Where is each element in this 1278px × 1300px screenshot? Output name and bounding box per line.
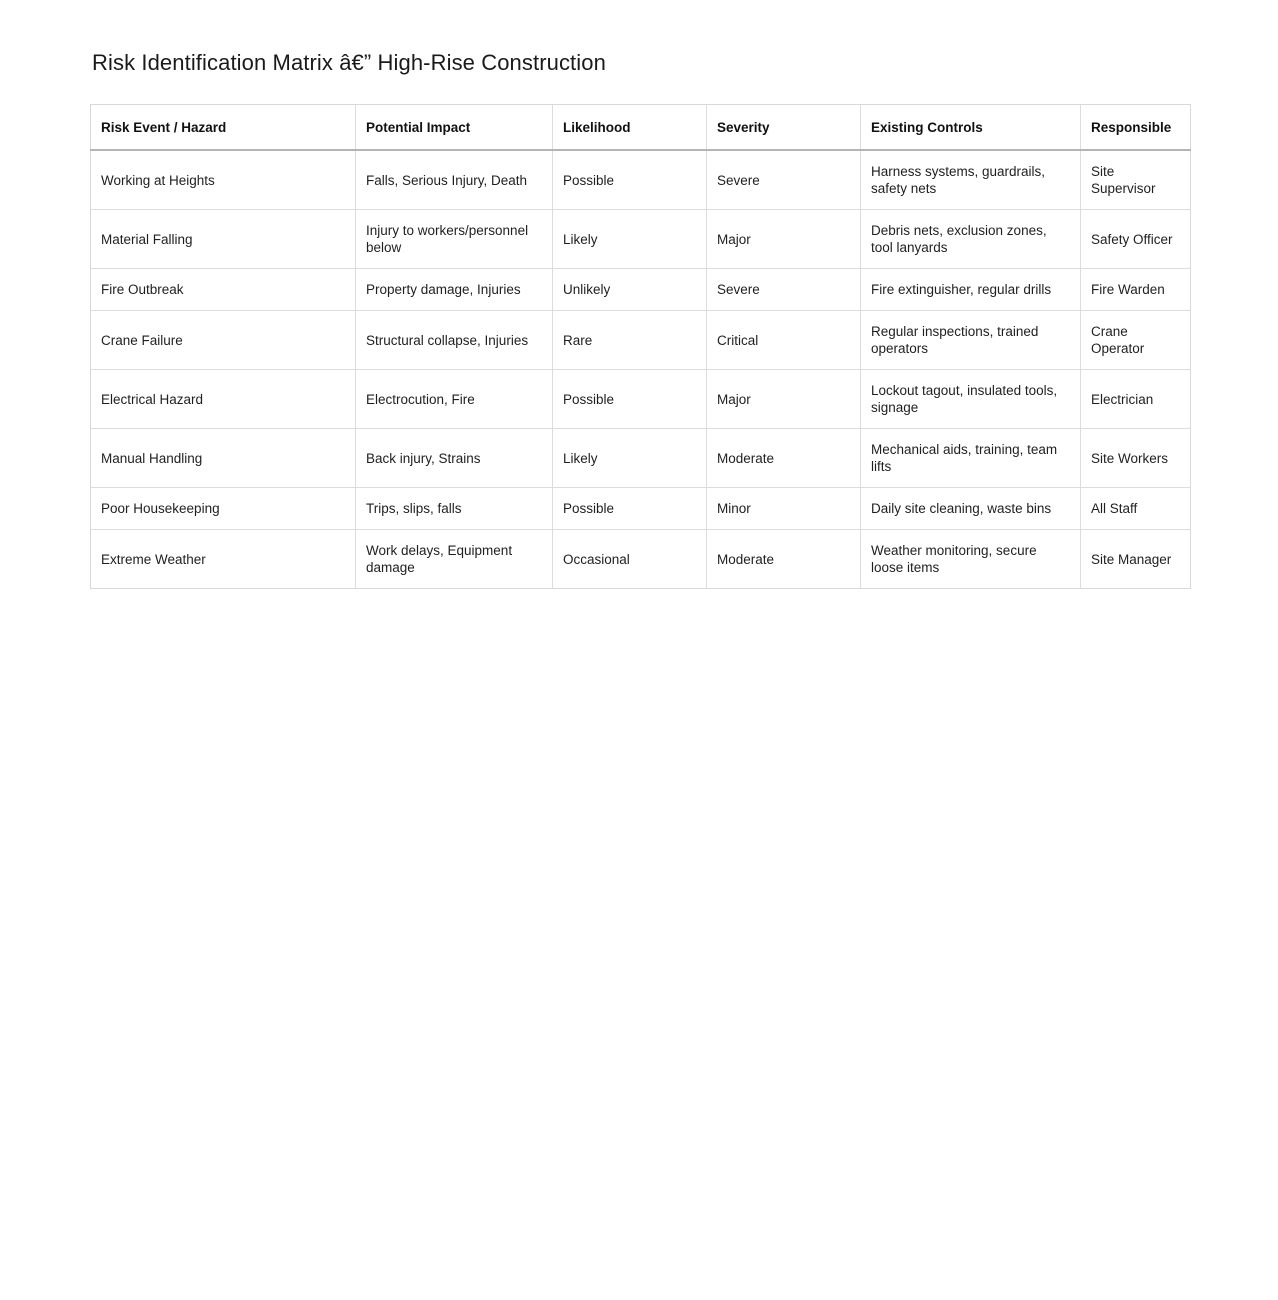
cell-severity: Severe (707, 269, 861, 311)
table-header-row (91, 105, 1191, 151)
table-row (91, 150, 1191, 210)
risk-identification-matrix-table (90, 104, 1191, 589)
cell-severity: Minor (707, 488, 861, 530)
cell-severity: Moderate (707, 530, 861, 589)
cell-severity: Moderate (707, 429, 861, 488)
column-header-risk-event: Risk Event / Hazard (91, 105, 356, 151)
table-row (91, 269, 1191, 311)
cell-severity: Severe (707, 150, 861, 210)
table-row (91, 488, 1191, 530)
cell-controls: Daily site cleaning, waste bins (861, 488, 1081, 530)
cell-impact: Back injury, Strains (356, 429, 553, 488)
cell-hazard: Crane Failure (91, 311, 356, 370)
cell-likelihood: Likely (553, 429, 707, 488)
table-row (91, 429, 1191, 488)
table-row (91, 311, 1191, 370)
cell-controls: Mechanical aids, training, team lifts (861, 429, 1081, 488)
cell-impact: Injury to workers/personnel below (356, 210, 553, 269)
cell-controls: Lockout tagout, insulated tools, signage (861, 370, 1081, 429)
cell-severity: Major (707, 370, 861, 429)
column-header-likelihood: Likelihood (553, 105, 707, 151)
cell-impact: Electrocution, Fire (356, 370, 553, 429)
column-header-potential-impact: Potential Impact (356, 105, 553, 151)
cell-impact: Property damage, Injuries (356, 269, 553, 311)
cell-severity: Critical (707, 311, 861, 370)
cell-responsible: Site Supervisor (1081, 150, 1191, 210)
cell-responsible: Site Workers (1081, 429, 1191, 488)
cell-impact: Work delays, Equipment damage (356, 530, 553, 589)
cell-likelihood: Likely (553, 210, 707, 269)
cell-hazard: Fire Outbreak (91, 269, 356, 311)
table-body (91, 150, 1191, 589)
table-header (91, 105, 1191, 151)
cell-impact: Trips, slips, falls (356, 488, 553, 530)
page-title: Risk Identification Matrix â€” High-Rise Construction (92, 50, 606, 75)
cell-likelihood: Rare (553, 311, 707, 370)
cell-responsible: Electrician (1081, 370, 1191, 429)
cell-impact: Falls, Serious Injury, Death (356, 150, 553, 210)
cell-likelihood: Possible (553, 150, 707, 210)
cell-responsible: All Staff (1081, 488, 1191, 530)
cell-responsible: Site Manager (1091, 551, 1172, 567)
cell-controls: Fire extinguisher, regular drills (861, 269, 1081, 311)
cell-controls: Weather monitoring, secure loose items (861, 530, 1081, 589)
cell-hazard: Extreme Weather (91, 530, 356, 589)
cell-hazard: Material Falling (91, 210, 356, 269)
cell-likelihood: Unlikely (553, 269, 707, 311)
cell-controls: Regular inspections, trained operators (861, 311, 1081, 370)
cell-likelihood: Possible (553, 370, 707, 429)
column-header-severity: Severity (707, 105, 861, 151)
cell-impact: Structural collapse, Injuries (356, 311, 553, 370)
table-row (91, 370, 1191, 429)
column-header-responsible: Responsible (1081, 105, 1191, 151)
table-row (91, 530, 1191, 589)
cell-hazard: Manual Handling (91, 429, 356, 488)
cell-controls: Debris nets, exclusion zones, tool lanyards (861, 210, 1081, 269)
cell-severity: Major (707, 210, 861, 269)
cell-likelihood: Occasional (553, 530, 707, 589)
cell-responsible: Fire Warden (1081, 269, 1191, 311)
cell-controls: Harness systems, guardrails, safety nets (861, 150, 1081, 210)
cell-responsible: Safety Officer (1081, 210, 1191, 269)
cell-likelihood: Possible (553, 488, 707, 530)
cell-hazard: Working at Heights (91, 150, 356, 210)
table-row (91, 210, 1191, 269)
column-header-existing-controls: Existing Controls (861, 105, 1081, 151)
cell-hazard: Poor Housekeeping (91, 488, 356, 530)
cell-hazard: Electrical Hazard (91, 370, 356, 429)
cell-responsible: Crane Operator (1081, 311, 1191, 370)
